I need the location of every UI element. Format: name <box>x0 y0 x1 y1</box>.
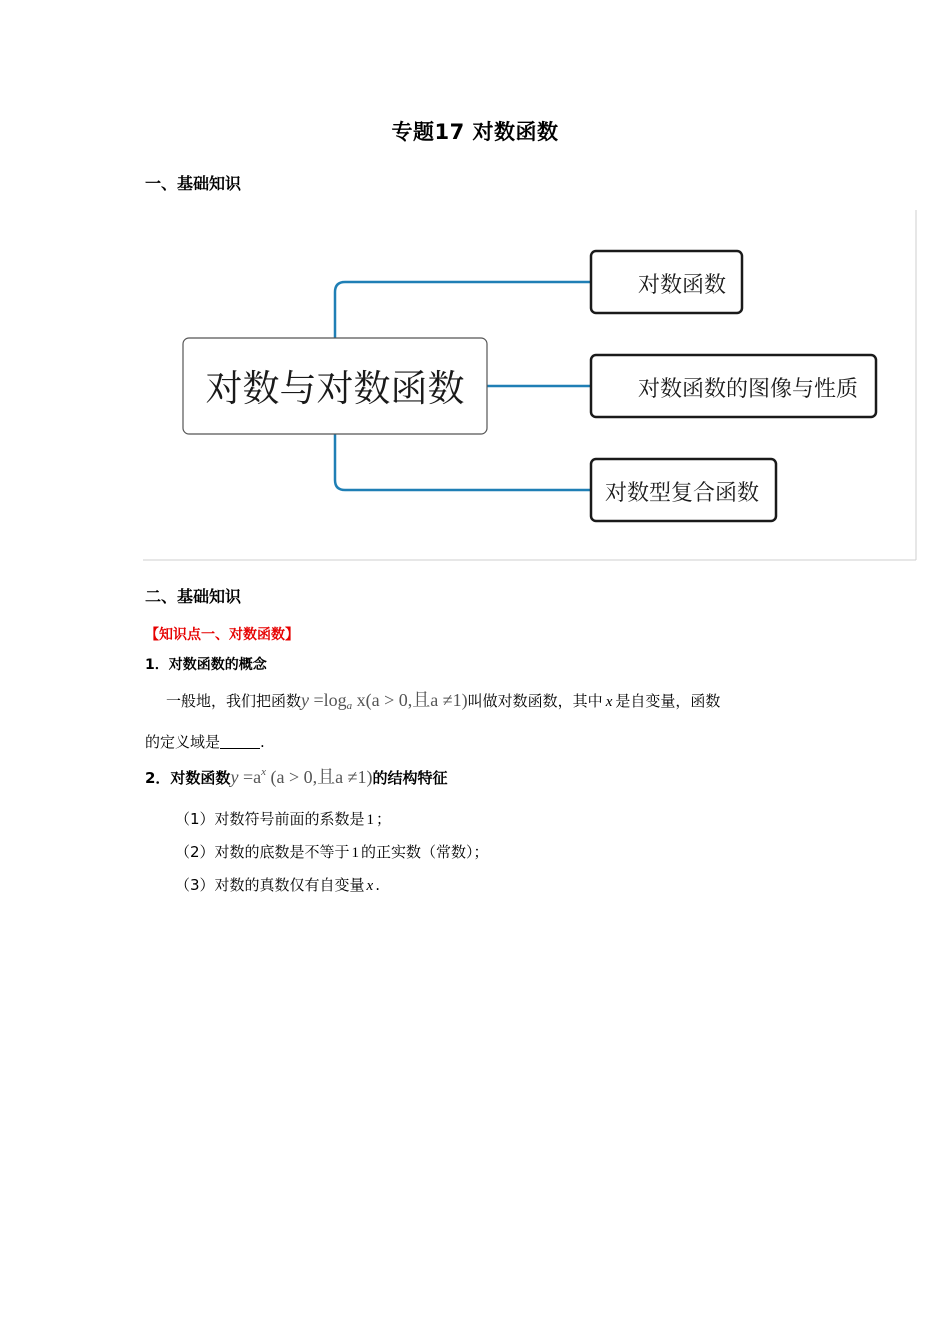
log-formula: y =loga x(a > 0,且a ≠1) <box>301 690 468 712</box>
item1-paragraph-line2: 的定义域是 . <box>145 733 265 751</box>
item1-heading: 1．对数函数的概念 <box>145 657 267 673</box>
item1-var-x: x <box>605 694 613 710</box>
feature-item-1: （1）对数符号前面的系数是 1 ； <box>175 810 392 828</box>
connector-bottom <box>335 434 592 490</box>
connector-top <box>335 282 592 338</box>
item1-text-middle: 叫做对数函数，其中 <box>467 692 603 710</box>
item1-text-before: 一般地，我们把函数 <box>166 692 302 710</box>
knowledge-point-label: 【知识点一、对数函数】 <box>145 627 299 643</box>
mindmap-branch-label-1: 对数函数 <box>638 273 727 298</box>
mindmap-branch-label-3: 对数型复合函数 <box>605 481 760 506</box>
mindmap-diagram <box>0 0 950 570</box>
item2-heading: 2．对数函数$y =a^x$ (a > 0,且a ≠1)的结构特征 <box>145 766 448 787</box>
section-heading-2: 二、基础知识 <box>145 587 242 606</box>
exp-formula: $y =a^x$ (a > 0,且a ≠1) <box>230 766 373 787</box>
mindmap-root-label: 对数与对数函数 <box>205 367 465 410</box>
domain-blank <box>220 734 260 749</box>
feature-item-3: （3）对数的真数仅有自变量 x . <box>175 876 380 894</box>
feature-item-2: （2）对数的底数是不等于 1 的正实数（常数）； <box>175 843 489 861</box>
section-heading-1: 一、基础知识 <box>145 174 242 193</box>
item1-paragraph-line1 <box>166 686 720 712</box>
page-title: 专题17 对数函数 <box>391 120 559 144</box>
item1-text-after: 是自变量，函数 <box>615 692 721 710</box>
mindmap-branch-label-2: 对数函数的图像与性质 <box>638 377 859 402</box>
